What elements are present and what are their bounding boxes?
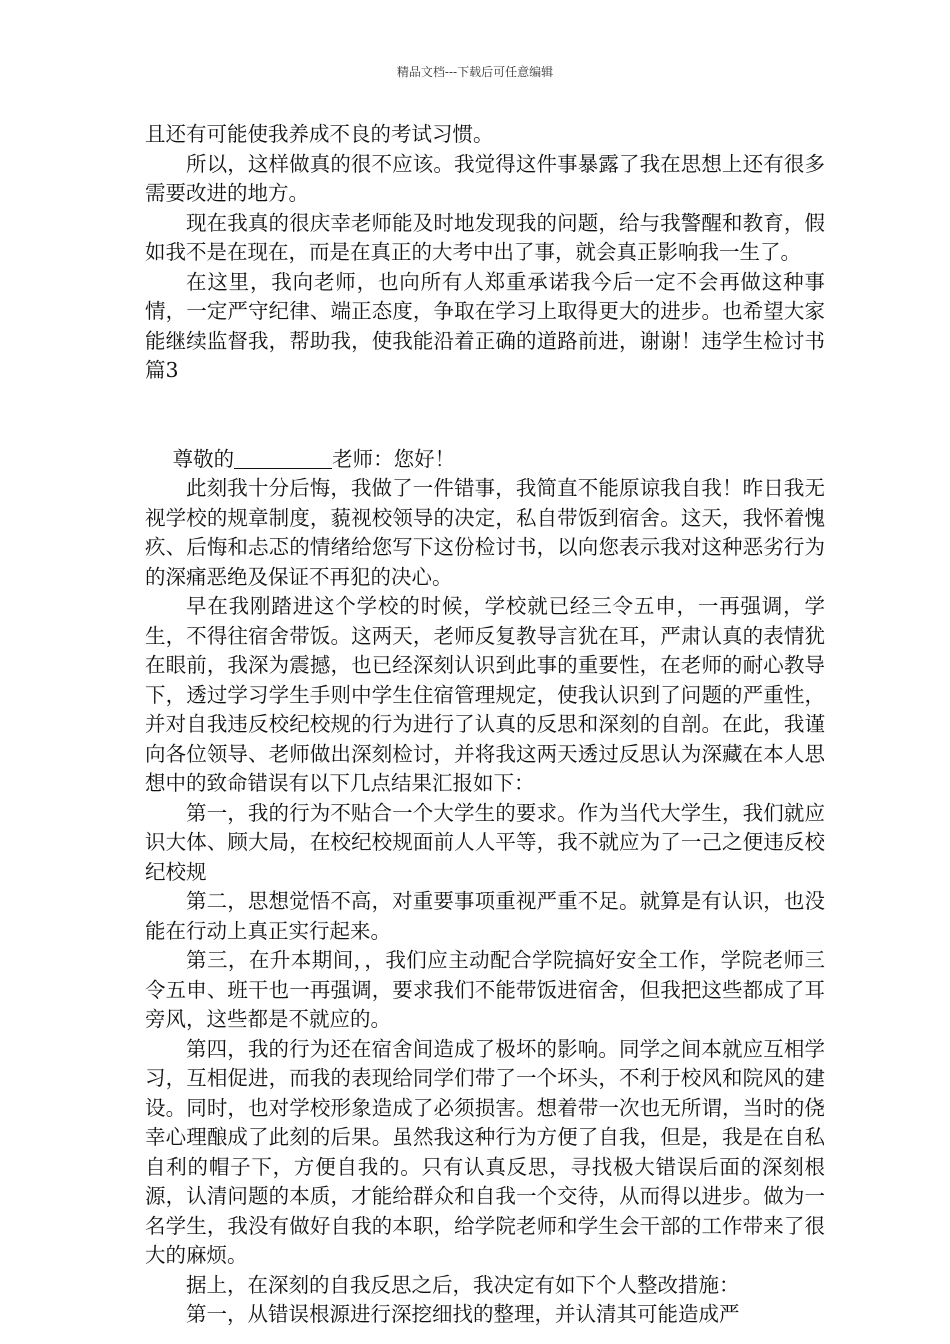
paragraph: 据上，在深刻的自我反思之后，我决定有如下个人整改措施： — [186, 1272, 740, 1297]
paragraph: 第一，从错误根源进行深挖细找的整理，并认清其可能造成严 — [186, 1302, 740, 1326]
section-spacer — [145, 386, 825, 445]
paragraph: 早在我刚踏进这个学校的时候，学校就已经三令五申，一再强调，学生，不得往宿舍带饭。这两天，老师反复教导言犹在耳，严肃认真的表情犹在眼前，我深为震撼，也已经深刻认识到此事的重要性，在老师的耐心教导下，透过学习学生手则中学生住宿管理规定，使我认识到了问题的严重性，并对自我违反校纪校规的行为进行了认真的反思和深刻的自剖。在此，我谨向各位领导、老师做出深刻检讨，并将我这两天透过反思认为深藏在本人思想中的致命错误有以下几点结果汇报如下： — [145, 594, 825, 795]
paragraph: 现在我真的很庆幸老师能及时地发现我的问题，给与我警醒和教育，假如我不是在现在，而是在真正的大考中出了事，就会真正影响我一生了。 — [145, 210, 825, 264]
paragraph: 且还有可能使我养成不良的考试习惯。 — [145, 122, 494, 146]
paragraph: 第一，我的行为不贴合一个大学生的要求。作为当代大学生，我们就应识大体、顾大局，在校纪校规面前人人平等，我不就应为了一己之便违反校纪校规 — [145, 800, 825, 884]
paragraph: 所以，这样做真的很不应该。我觉得这件事暴露了我在思想上还有很多需要改进的地方。 — [145, 151, 825, 205]
paragraph: 在这里，我向老师，也向所有人郑重承诺我今后一定不会再做这种事情，一定严守纪律、端正态度，争取在学习上取得更大的进步。也希望大家能继续监督我，帮助我，使我能沿着正确的道路前进，谢谢！违学生检讨书 篇3 — [145, 269, 825, 382]
paragraph: 第二，思想觉悟不高，对重要事项重视严重不足。就算是有认识，也没能在行动上真正实行起来。 — [145, 889, 825, 943]
paragraph: 此刻我十分后悔，我做了一件错事，我简直不能原谅我自我！昨日我无视学校的规章制度，藐视校领导的决定，私自带饭到宿舍。这天，我怀着愧疚、后悔和忐忑的情绪给您写下这份检讨书，以向您表示我对这种恶劣行为的深痛恶绝及保证不再犯的决心。 — [145, 476, 825, 589]
paragraph: 第四，我的行为还在宿舍间造成了极坏的影响。同学之间本就应互相学习，互相促进，而我的表现给同学们带了一个坏头，不利于校风和院风的建设。同时，也对学校形象造成了必须损害。想着带一次也无所谓，当时的侥幸心理酿成了此刻的后果。虽然我这种行为方便了自我，但是，我是在自私自利的帽子下，方便自我的。只有认真反思，寻找极大错误后面的深刻根源，认清问题的本质，才能给群众和自我一个交待，从而得以进步。做为一名学生，我没有做好自我的本职，给学院老师和学生会干部的工作带来了很大的麻烦。 — [145, 1036, 825, 1267]
paragraph: 第三，在升本期间，，我们应主动配合学院搞好安全工作，学院老师三令五申、班干也一再强调，要求我们不能带饭进宿舍，但我把这些都成了耳旁风，这些都是不就应的。 — [145, 948, 825, 1031]
page-header: 精品文档---下载后可任意编辑 — [396, 65, 554, 79]
document-body — [145, 120, 825, 1330]
greeting-prefix: 尊敬的 — [172, 446, 235, 471]
greeting-line — [145, 445, 825, 475]
greeting-suffix: 老师：您好！ — [332, 446, 456, 471]
blank-fill-line — [234, 448, 332, 469]
